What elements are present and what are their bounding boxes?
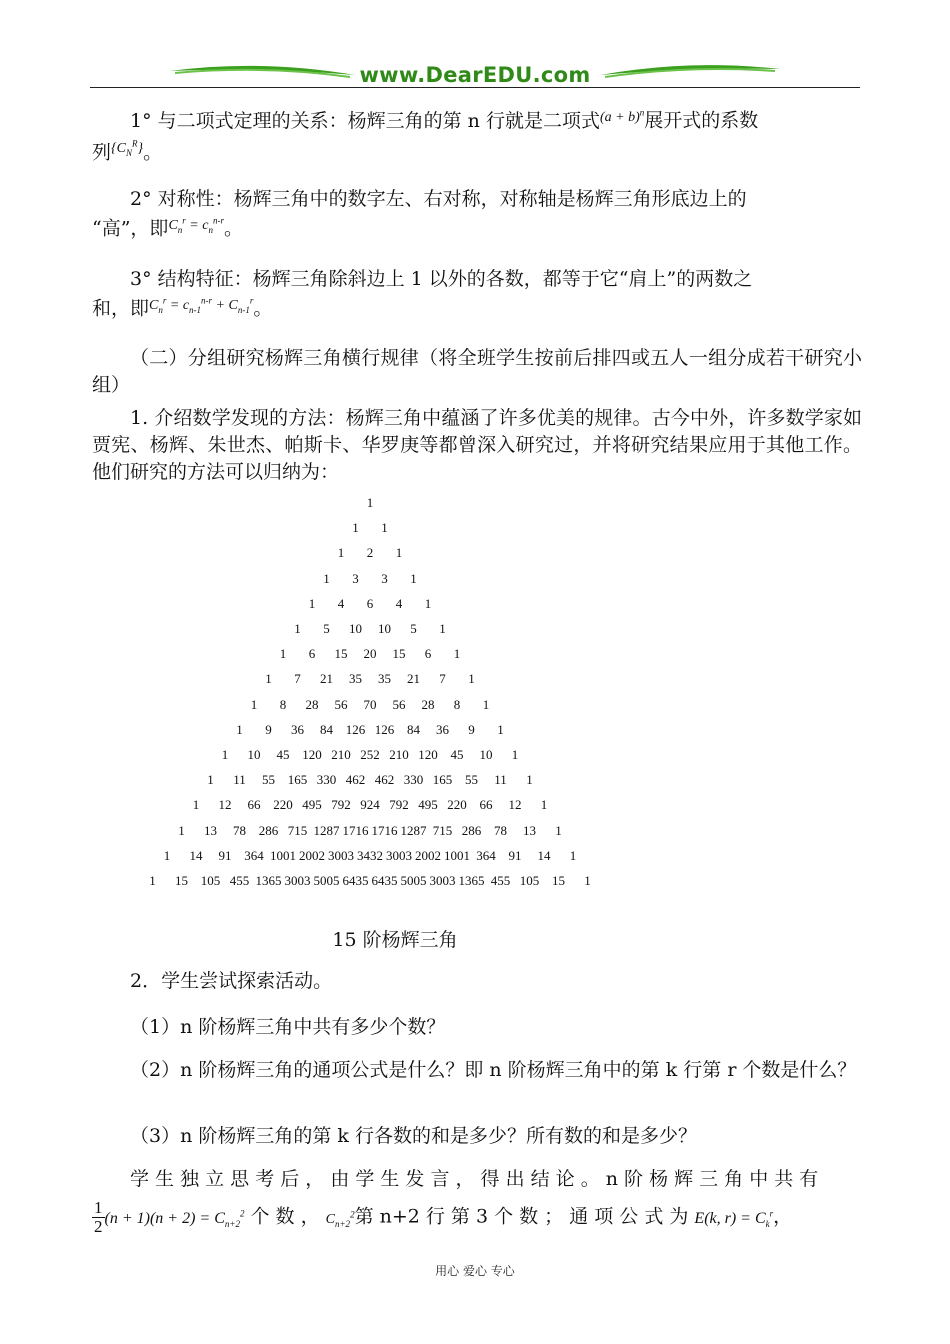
triangle-number: 13	[204, 822, 217, 838]
triangle-number: 20	[363, 646, 377, 662]
triangle-row	[120, 772, 640, 792]
triangle-number: 10	[349, 621, 362, 636]
triangle-number: 45	[450, 747, 464, 762]
triangle-number: 28	[421, 696, 435, 712]
triangle-number: 4	[337, 595, 345, 611]
triangle-number: 56	[334, 696, 348, 712]
triangle-number: 1716	[342, 822, 369, 838]
triangle-number: 120	[302, 747, 322, 762]
triangle-number: 1	[395, 545, 403, 561]
triangle-number: 4	[395, 595, 403, 611]
triangle-number: 13	[523, 822, 536, 838]
triangle-number: 1	[279, 646, 287, 662]
triangle-number: 14	[189, 847, 203, 863]
triangle-number: 21	[407, 671, 420, 687]
triangle-number: 66	[247, 797, 261, 813]
formula-coeff-set: {CNR}	[111, 138, 144, 159]
paragraph-binomial: 1° 与二项式定理的关系：杨辉三角的第 n 行就是二项式$^{(a + b)^n}$展开式的系数 列$^{\{C_N^R\}}$。	[92, 107, 759, 164]
triangle-number: 1	[207, 772, 214, 788]
triangle-number: 55	[465, 772, 478, 788]
triangle-number: 7	[439, 671, 446, 687]
triangle-number: 210	[389, 747, 409, 762]
triangle-row	[120, 697, 640, 717]
triangle-number: 3003	[328, 847, 354, 863]
triangle-row	[120, 823, 640, 843]
question-1: （1）n 阶杨辉三角中共有多少个数？	[130, 1016, 446, 1038]
triangle-number: 1001	[270, 847, 296, 863]
triangle-number: 286	[258, 822, 279, 838]
triangle-number: 1365	[255, 873, 282, 888]
triangle-number: 1	[337, 545, 345, 561]
triangle-number: 220	[273, 797, 293, 813]
triangle-number: 792	[389, 797, 409, 813]
triangle-number: 1	[352, 520, 359, 536]
triangle-number: 28	[305, 696, 319, 712]
triangle-row	[120, 621, 640, 641]
triangle-number: 1287	[400, 822, 427, 838]
triangle-number: 3003	[386, 847, 412, 863]
triangle-number: 8	[453, 696, 461, 712]
triangle-number: 66	[479, 797, 493, 813]
triangle-number: 330	[403, 772, 424, 788]
formula-binomial: (a + b)n	[599, 107, 645, 125]
triangle-caption: 15 阶杨辉三角	[332, 929, 458, 951]
paragraph-structure: 3° 结构特征：杨辉三角除斜边上 1 以外的各数，都等于它“肩上”的两数之 和，即$^{C_n^r = c_{n-1}^{n-r} + C_{n-1}^r}$。	[92, 268, 753, 320]
triangle-number: 6	[366, 595, 374, 611]
triangle-number: 252	[360, 747, 380, 762]
triangle-row	[120, 596, 640, 616]
triangle-number: 15	[392, 646, 406, 662]
triangle-row	[120, 722, 640, 742]
triangle-row	[120, 520, 640, 540]
triangle-number: 1001	[444, 847, 470, 863]
triangle-number: 45	[276, 747, 290, 762]
fraction-half: $\frac{1}{2}$	[94, 1198, 103, 1236]
triangle-row	[120, 671, 640, 691]
triangle-number: 1	[424, 595, 432, 611]
triangle-number: 36	[436, 721, 449, 737]
triangle-number: 1	[453, 646, 461, 662]
triangle-number: 1	[149, 873, 156, 888]
question-2: （2）n 阶杨辉三角的通项公式是什么？即 n 阶杨辉三角中的第 k 行第 r 个数是什么？	[130, 1059, 857, 1081]
triangle-number: 1	[308, 595, 316, 611]
triangle-number: 15	[175, 873, 188, 888]
triangle-number: 1	[381, 520, 388, 536]
triangle-row	[120, 571, 640, 591]
triangle-row	[120, 646, 640, 666]
triangle-number: 12	[218, 797, 232, 813]
paragraph-conclusion: 学 生 独 立 思 考 后 ， 由 学 生 发 言 ， 得 出 结 论 。 n 阶 杨 辉 三 角 中 共 有 $\frac{1}{2}$ $(n + 1)(n + 2) = C_{n+2}^2$ 个 数 ， $C_{n+2}^2$第 n+2 行 第 3 个 数 ； 通 项 公 式 为 E(k, $r) = C_k^r$，	[94, 1168, 819, 1236]
triangle-number: 3432	[357, 847, 383, 863]
triangle-number: 2002	[415, 847, 441, 863]
triangle-number: 1	[221, 747, 229, 762]
triangle-number: 105	[200, 873, 221, 888]
triangle-number: 1	[163, 847, 171, 863]
triangle-number: 15	[334, 646, 348, 662]
triangle-number: 91	[218, 847, 232, 863]
triangle-number: 14	[537, 847, 551, 863]
triangle-number: 1	[584, 873, 591, 888]
triangle-number: 126	[345, 721, 366, 737]
triangle-number: 455	[229, 873, 250, 888]
triangle-number: 1365	[458, 873, 485, 888]
triangle-number: 84	[320, 721, 333, 737]
page-footer: 用心 爱心 专心	[435, 1264, 515, 1278]
triangle-number: 55	[262, 772, 275, 788]
formula-recurrence: Cnr = cn-1n-r + Cn-1r	[149, 295, 254, 315]
triangle-number: 21	[320, 671, 333, 687]
triangle-number: 5005	[400, 873, 427, 888]
triangle-number: 10	[378, 621, 391, 636]
triangle-number: 165	[432, 772, 453, 788]
formula-c-n2: $C_{n+2}^2$	[325, 1208, 355, 1229]
formula-general-term: E(k, $r) = C_k^r$	[694, 1208, 774, 1229]
triangle-number: 1	[192, 797, 200, 813]
triangle-number: 84	[407, 721, 420, 737]
triangle-number: 1	[410, 570, 417, 586]
triangle-number: 12	[508, 797, 522, 813]
triangle-number: 5	[323, 621, 330, 636]
pascal-triangle-figure	[120, 495, 640, 895]
triangle-number: 3003	[284, 873, 311, 888]
triangle-number: 1	[366, 495, 374, 510]
triangle-number: 1	[511, 747, 519, 762]
triangle-number: 120	[418, 747, 438, 762]
triangle-number: 6	[308, 646, 316, 662]
triangle-number: 78	[233, 822, 246, 838]
triangle-number: 924	[360, 797, 380, 813]
triangle-number: 286	[461, 822, 482, 838]
triangle-number: 15	[552, 873, 565, 888]
triangle-number: 91	[508, 847, 522, 863]
triangle-number: 9	[468, 721, 475, 737]
triangle-number: 5005	[313, 873, 340, 888]
triangle-number: 1	[526, 772, 533, 788]
triangle-number: 1	[250, 696, 258, 712]
triangle-number: 462	[345, 772, 366, 788]
question-3: （3）n 阶杨辉三角的第 k 行各数的和是多少？所有数的和是多少？	[130, 1125, 697, 1147]
triangle-row	[120, 873, 640, 893]
triangle-number: 1	[236, 721, 243, 737]
triangle-number: 455	[490, 873, 511, 888]
triangle-number: 1	[439, 621, 446, 636]
triangle-number: 715	[287, 822, 308, 838]
triangle-number: 6435	[342, 873, 369, 888]
triangle-number: 8	[279, 696, 287, 712]
triangle-number: 5	[410, 621, 417, 636]
triangle-number: 1	[497, 721, 504, 737]
triangle-number: 165	[287, 772, 308, 788]
paragraph-activity: 2．学生尝试探索活动。	[130, 970, 333, 992]
triangle-number: 2	[366, 545, 374, 561]
triangle-number: 1	[569, 847, 577, 863]
triangle-number: 36	[291, 721, 304, 737]
triangle-number: 364	[244, 847, 264, 863]
site-logo-text[interactable]: www.DearEDU.com	[359, 63, 591, 87]
triangle-number: 1	[323, 570, 330, 586]
triangle-number: 10	[247, 747, 261, 762]
triangle-number: 220	[447, 797, 467, 813]
triangle-number: 330	[316, 772, 337, 788]
formula-symmetry: Cnr = cnn-r	[168, 215, 224, 235]
triangle-number: 792	[331, 797, 351, 813]
triangle-number: 495	[418, 797, 438, 813]
triangle-number: 364	[476, 847, 496, 863]
triangle-number: 9	[265, 721, 272, 737]
triangle-number: 105	[519, 873, 540, 888]
triangle-number: 1	[294, 621, 301, 636]
triangle-number: 3	[381, 570, 388, 586]
triangle-number: 715	[432, 822, 453, 838]
triangle-number: 1	[178, 822, 185, 838]
triangle-number: 1	[468, 671, 475, 687]
triangle-number: 6435	[371, 873, 398, 888]
triangle-number: 462	[374, 772, 395, 788]
site-header	[0, 55, 950, 91]
triangle-number: 78	[494, 822, 507, 838]
triangle-number: 35	[378, 671, 391, 687]
triangle-number: 10	[479, 747, 493, 762]
triangle-number: 11	[233, 772, 246, 788]
triangle-number: 126	[374, 721, 395, 737]
triangle-row	[120, 797, 640, 817]
triangle-number: 1716	[371, 822, 398, 838]
header-rule	[90, 87, 860, 88]
triangle-number: 3	[352, 570, 359, 586]
triangle-row	[120, 495, 640, 515]
triangle-number: 1	[265, 671, 272, 687]
triangle-row	[120, 747, 640, 767]
triangle-number: 11	[494, 772, 507, 788]
formula-count: $(n + 1)(n + 2) = C_{n+2}^2$	[104, 1208, 245, 1229]
triangle-number: 1	[540, 797, 548, 813]
paragraph-methods: 1. 介绍数学发现的方法：杨辉三角中蕴涵了许多优美的规律。古今中外，许多数学家如贾宪、杨辉、朱世杰、帕斯卡、华罗庚等都曾深入研究过，并将研究结果应用于其他工作。他们研究的方法可以归纳为：	[92, 407, 862, 483]
triangle-row	[120, 848, 640, 868]
triangle-number: 56	[392, 696, 406, 712]
triangle-number: 210	[331, 747, 351, 762]
triangle-number: 1287	[313, 822, 340, 838]
triangle-number: 35	[349, 671, 362, 687]
paragraph-symmetry: 2° 对称性：杨辉三角中的数字左、右对称，对称轴是杨辉三角形底边上的 “高”，即$^{C_n^r = c_n^{n-r}}$。	[92, 188, 747, 240]
triangle-number: 3003	[429, 873, 456, 888]
triangle-number: 7	[294, 671, 301, 687]
triangle-number: 2002	[299, 847, 325, 863]
triangle-number: 1	[482, 696, 490, 712]
triangle-number: 70	[363, 696, 377, 712]
paragraph-group-study: （二）分组研究杨辉三角横行规律（将全班学生按前后排四或五人一组分成若干研究小组）	[92, 347, 862, 396]
triangle-number: 6	[424, 646, 432, 662]
triangle-number: 1	[555, 822, 562, 838]
triangle-row	[120, 545, 640, 565]
triangle-number: 495	[302, 797, 322, 813]
